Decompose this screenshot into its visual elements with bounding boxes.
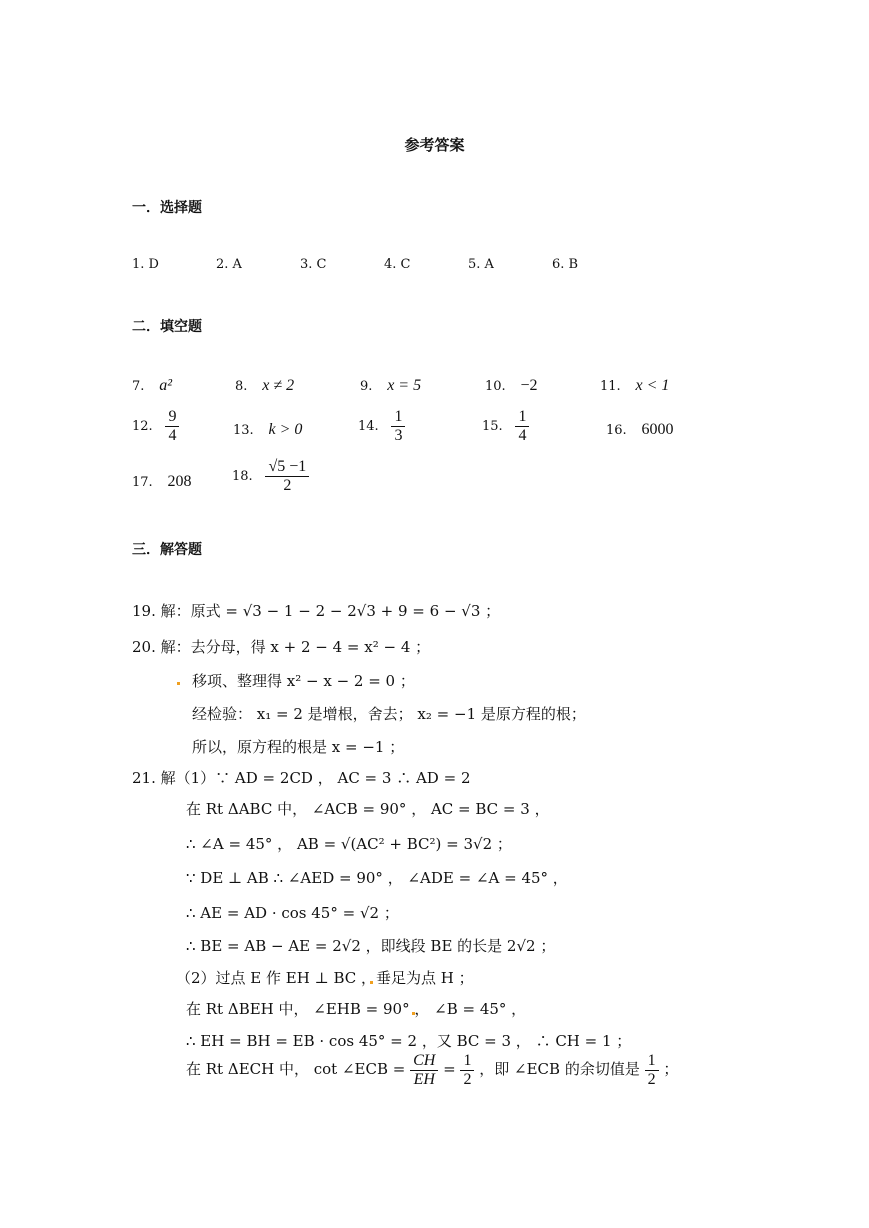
solution-21-line-4: ∵ DE ⊥ AB ∴ ∠AED = 90° ， ∠ADE = ∠A = 45° ，: [186, 869, 568, 887]
fill-number: 12.: [132, 419, 153, 435]
fill-answer-16: [606, 420, 673, 439]
solution-19: 19. 解：原式 = √3 − 1 − 2 − 2√3 + 9 = 6 − √3 ；: [132, 602, 501, 620]
fill-answer-7: [132, 376, 172, 395]
numerator: 9: [165, 408, 179, 427]
fill-answer-18: [232, 458, 309, 494]
fill-answer-11: [600, 376, 669, 395]
text-segment: ；: [663, 1060, 679, 1079]
denominator: 3: [394, 426, 403, 444]
solution-21-line-7: （2）过点 E 作 EH ⊥ BC ，垂足为点 H ；: [176, 969, 474, 987]
solution-21-line-10: [186, 1052, 678, 1088]
fill-number: 9.: [360, 379, 373, 394]
fraction: [165, 408, 179, 444]
fill-number: 11.: [600, 379, 621, 394]
solution-21-line-8: 在 Rt ΔBEH 中， ∠EHB = 90° ， ∠B = 45° ，: [186, 1000, 527, 1018]
solution-21-line-3: ∴ ∠A = 45° ， AB = √(AC² + BC²) = 3√2 ；: [186, 835, 512, 853]
choice-answer-2: 2. A: [216, 257, 242, 272]
fill-number: 17.: [132, 475, 153, 490]
fill-number: 13.: [233, 423, 254, 438]
fill-value: a²: [159, 377, 172, 394]
fill-answer-9: [360, 376, 421, 395]
denominator: 2: [283, 476, 292, 494]
choice-answer-5: 5. A: [468, 257, 494, 272]
fill-number: 16.: [606, 423, 627, 438]
fill-value: x < 1: [635, 377, 670, 394]
choice-answer-4: 4. C: [384, 257, 411, 272]
numerator: 1: [391, 408, 405, 427]
fraction: [265, 458, 309, 494]
fill-number: 14.: [358, 419, 379, 435]
choice-answer-1: 1. D: [132, 257, 159, 272]
text-segment: ，即 ∠ECB 的余切值是: [479, 1060, 640, 1079]
fill-answer-14: [358, 408, 405, 444]
numerator: 1: [515, 408, 529, 427]
fraction: [515, 408, 529, 444]
fill-answer-15: [482, 408, 529, 444]
equals-sign: =: [443, 1060, 456, 1079]
solution-20-line-1: 20. 解：去分母，得 x + 2 − 4 = x² − 4 ；: [132, 638, 431, 656]
fill-value: −2: [520, 377, 538, 394]
fill-number: 10.: [485, 379, 506, 394]
mark-dot: [177, 682, 180, 685]
fill-value: 208: [167, 473, 192, 490]
fraction: [645, 1052, 659, 1088]
fill-answer-12: [132, 408, 179, 444]
fill-number: 15.: [482, 419, 503, 435]
fraction: [410, 1052, 438, 1088]
solution-21-line-6: ∴ BE = AB − AE = 2√2 ，即线段 BE 的长是 2√2 ；: [186, 937, 556, 955]
choice-answer-3: 3. C: [300, 257, 327, 272]
text-segment: 在 Rt ΔECH 中， cot ∠ECB =: [186, 1060, 406, 1079]
solution-21-line-5: ∴ AE = AD · cos 45° = √2 ；: [186, 904, 399, 922]
denominator: 4: [168, 426, 177, 444]
solution-20-line-2: 移项、整理得 x² − x − 2 = 0 ；: [192, 672, 415, 690]
section-choice-heading: 一．选择题: [132, 200, 202, 216]
solution-20-line-4: 所以，原方程的根是 x = −1 ；: [192, 738, 405, 756]
numerator: CH: [410, 1052, 438, 1071]
solution-20-line-3: 经检验： x₁ = 2 是增根，舍去； x₂ = −1 是原方程的根；: [192, 705, 586, 723]
choice-answer-6: 6. B: [552, 257, 579, 272]
fill-answer-10: [485, 376, 538, 395]
fill-value: x ≠ 2: [262, 377, 295, 394]
fill-value: 6000: [641, 421, 674, 438]
solution-21-line-2: 在 Rt ΔABC 中， ∠ACB = 90° ， AC = BC = 3 ，: [186, 800, 550, 818]
fill-number: 8.: [235, 379, 248, 394]
numerator: 1: [460, 1052, 474, 1071]
fill-answer-13: [233, 420, 302, 439]
numerator: √5 −1: [265, 458, 309, 477]
fraction: [460, 1052, 474, 1088]
solution-21-line-9: ∴ EH = BH = EB · cos 45° = 2 ，又 BC = 3 ， ∴ CH = 1 ；: [186, 1032, 632, 1050]
denominator: 2: [647, 1070, 656, 1088]
fill-value: x = 5: [387, 377, 422, 394]
denominator: EH: [413, 1070, 435, 1088]
fill-value: k > 0: [268, 421, 303, 438]
solution-21-line-1: 21. 解（1）∵ AD = 2CD ， AC = 3 ∴ AD = 2: [132, 769, 471, 787]
fill-number: 18.: [232, 469, 253, 485]
fraction: [391, 408, 405, 444]
fill-number: 7.: [132, 379, 145, 394]
denominator: 2: [463, 1070, 472, 1088]
fill-answer-17: [132, 472, 191, 491]
section-solve-heading: 三．解答题: [132, 542, 202, 558]
section-fill-heading: 二．填空题: [132, 319, 202, 335]
denominator: 4: [518, 426, 527, 444]
page-title: 参考答案: [404, 136, 465, 154]
numerator: 1: [645, 1052, 659, 1071]
fill-answer-8: [235, 376, 294, 395]
